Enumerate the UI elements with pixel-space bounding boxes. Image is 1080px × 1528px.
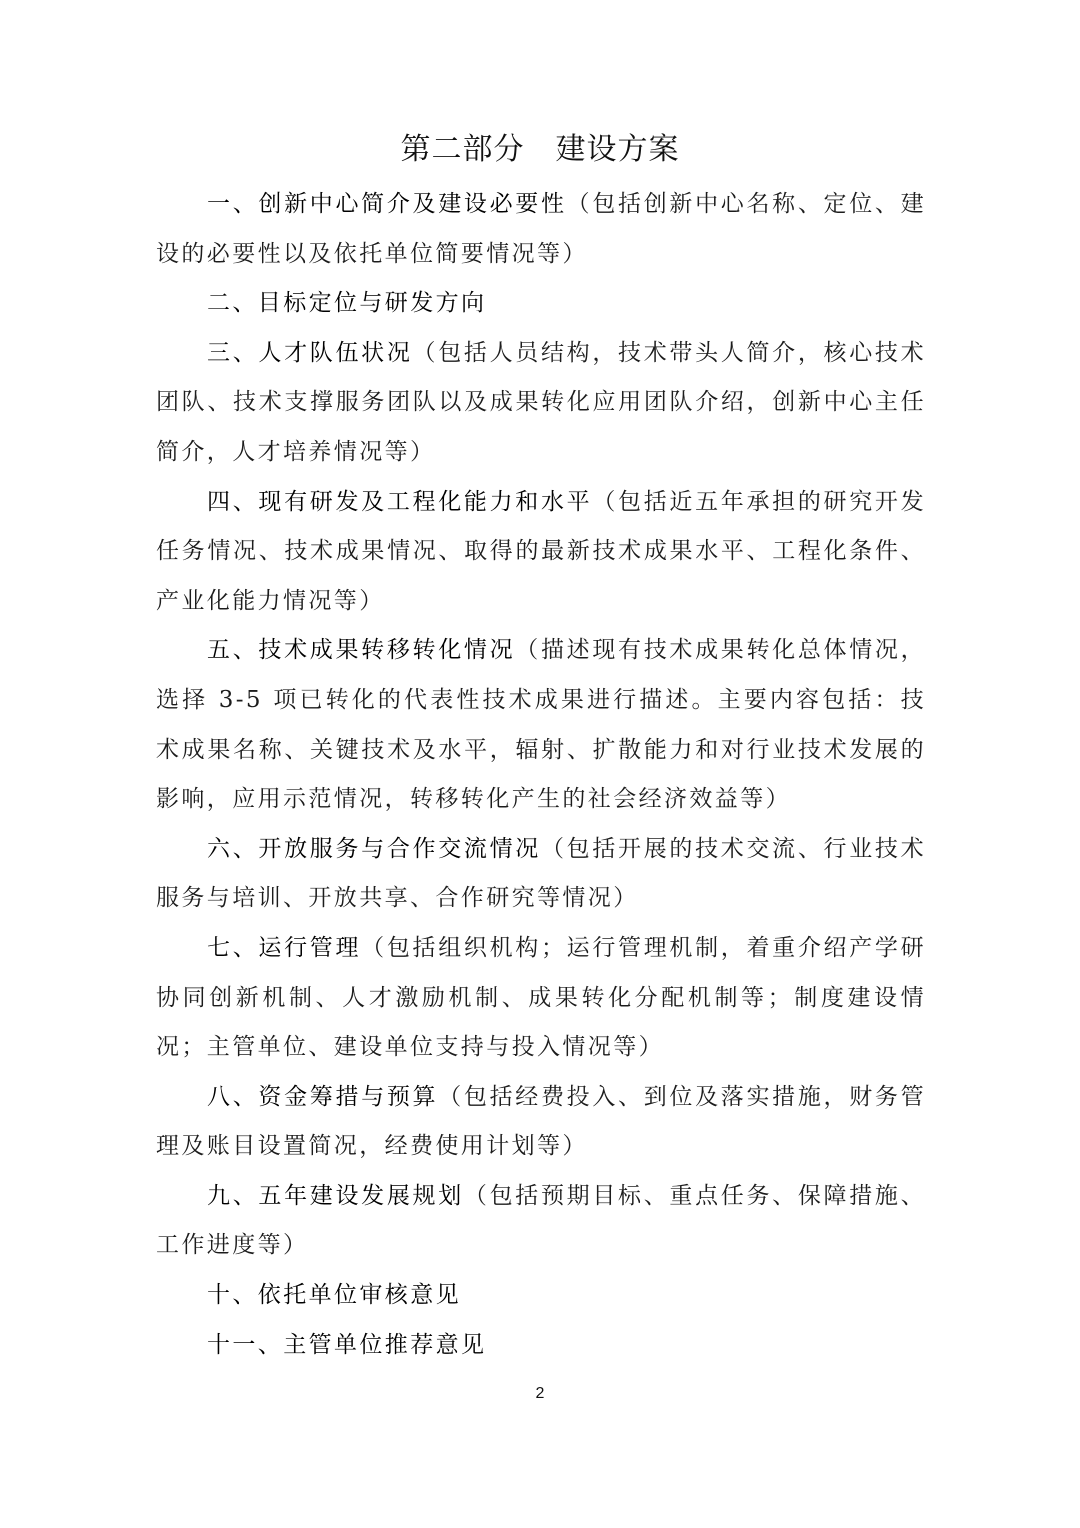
section-9 <box>156 1172 926 1271</box>
section-list <box>156 180 926 1370</box>
section-heading: 七、运行管理 <box>207 934 362 961</box>
section-heading: 三、人才队伍状况 <box>207 339 413 366</box>
section-note: （包括预期目标、重点任务、保障措施、工作进度等） <box>156 1182 926 1259</box>
section-8 <box>156 1073 926 1172</box>
section-7 <box>156 924 926 1073</box>
section-11 <box>156 1321 926 1371</box>
section-note: （包括组织机构；运行管理机制，着重介绍产学研协同创新机制、人才激励机制、成果转化分配机制等；制度建设情况；主管单位、建设单位支持与投入情况等） <box>156 934 926 1061</box>
section-note: （描述现有技术成果转化总体情况，选择 3-5 项已转化的代表性技术成果进行描述。主要内容包括：技术成果名称、关键技术及水平，辐射、扩散能力和对行业技术发展的影响，应用示范情况，转移转化产生的社会经济效益等） <box>156 637 926 813</box>
section-6 <box>156 825 926 924</box>
section-heading: 八、资金筹措与预算 <box>207 1083 439 1110</box>
section-note: （包括开展的技术交流、行业技术服务与培训、开放共享、合作研究等情况） <box>156 835 927 912</box>
section-5 <box>156 626 926 824</box>
section-2 <box>156 279 926 329</box>
section-heading: 二、目标定位与研发方向 <box>207 290 487 317</box>
section-3 <box>156 329 926 478</box>
section-1 <box>156 180 926 279</box>
section-heading: 一、创新中心简介及建设必要性 <box>207 191 567 217</box>
section-note: （包括人员结构，技术带头人简介，核心技术团队、技术支撑服务团队以及成果转化应用团队介绍，创新中心主任简介，人才培养情况等） <box>156 339 927 465</box>
section-heading: 五、技术成果转移转化情况 <box>207 637 516 664</box>
section-heading: 十、依托单位审核意见 <box>207 1282 461 1309</box>
section-note: （包括创新中心名称、定位、建设的必要性以及依托单位简要情况等） <box>156 191 926 267</box>
page-title: 第二部分 建设方案 <box>400 132 680 167</box>
section-heading: 六、开放服务与合作交流情况 <box>207 835 541 862</box>
page-number: 2 <box>535 1385 545 1402</box>
section-10 <box>156 1271 926 1321</box>
section-4 <box>156 478 926 627</box>
section-heading: 九、五年建设发展规划 <box>207 1182 464 1209</box>
section-heading: 四、现有研发及工程化能力和水平 <box>207 488 593 515</box>
section-heading: 十一、主管单位推荐意见 <box>207 1331 487 1358</box>
section-note: （包括近五年承担的研究开发任务情况、技术成果情况、取得的最新技术成果水平、工程化条件、产业化能力情况等） <box>156 488 927 614</box>
section-note: （包括经费投入、到位及落实措施，财务管理及账目设置简况，经费使用计划等） <box>156 1083 926 1160</box>
